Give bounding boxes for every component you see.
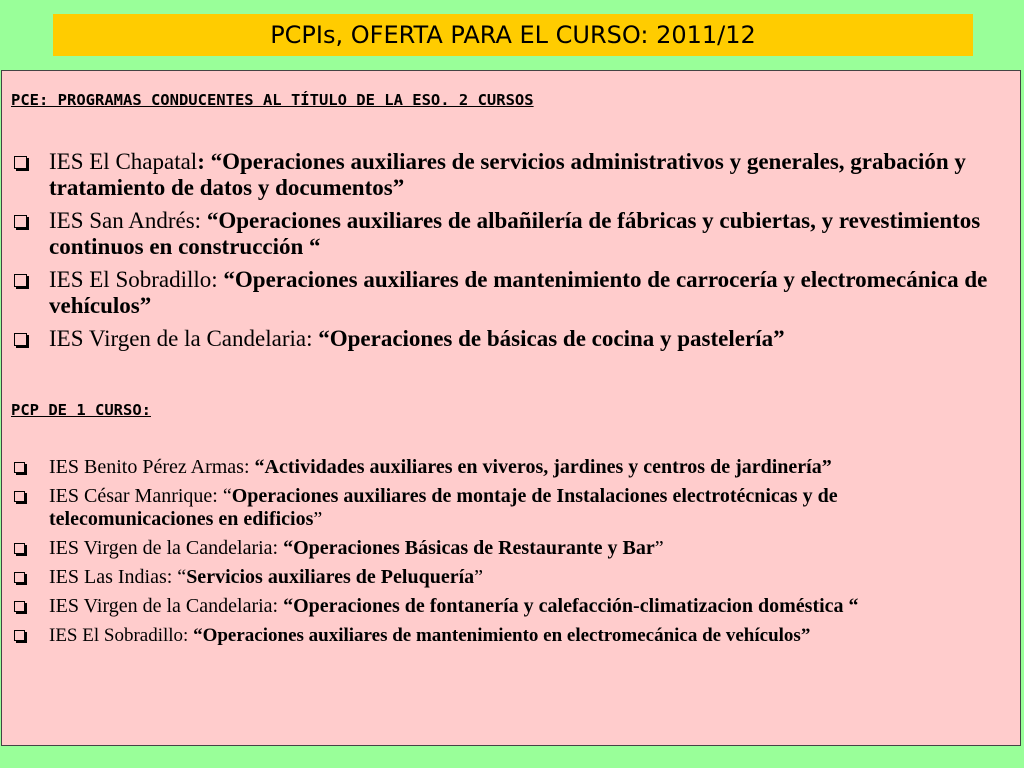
list-item <box>2 595 1020 618</box>
school-name: IES César Manrique: “ <box>49 485 232 507</box>
program-name: “Operaciones de básicas de cocina y pastelería” <box>318 326 785 351</box>
list-item <box>2 326 1020 352</box>
school-name: IES Virgen de la Candelaria: <box>49 326 319 351</box>
square-bullet-icon <box>14 462 25 473</box>
slide-title: PCPIs, OFERTA PARA EL CURSO: 2011/12 <box>270 21 756 49</box>
section-heading-pcp: PCP DE 1 CURSO: <box>11 401 151 419</box>
school-name: IES El Sobradillo: <box>49 625 194 646</box>
list-item <box>2 208 1020 260</box>
square-bullet-icon <box>14 215 27 228</box>
content-panel <box>1 70 1021 746</box>
list-item <box>2 624 1020 647</box>
section-heading-pce: PCE: PROGRAMAS CONDUCENTES AL TÍTULO DE LA ESO. 2 CURSOS <box>11 91 534 109</box>
closing-quote: ” <box>313 508 323 530</box>
program-name: Servicios auxiliares de Peluquería <box>186 566 475 588</box>
square-bullet-icon <box>14 601 25 612</box>
square-bullet-icon <box>14 274 27 287</box>
program-name: “Operaciones auxiliares de servicios administrativos y generales, grabación y tratamiento de datos y documentos” <box>49 149 966 200</box>
school-name: IES Las Indias: “ <box>49 566 187 588</box>
slide-title-bar <box>53 14 973 56</box>
program-name: “Operaciones auxiliares de albañilería de fábricas y cubiertas, y revestimientos continuos en construcción “ <box>49 208 981 259</box>
square-bullet-icon <box>14 156 27 169</box>
square-bullet-icon <box>14 630 25 641</box>
school-name: IES Benito Pérez Armas: <box>49 456 255 478</box>
list-item <box>2 149 1020 201</box>
program-name: “Actividades auxiliares en viveros, jardines y centros de jardinería” <box>254 456 832 478</box>
list-item <box>2 566 1020 589</box>
list-item <box>2 456 1020 479</box>
pce-program-list <box>2 149 1020 359</box>
program-name: Operaciones auxiliares de montaje de Instalaciones electrotécnicas y de telecomunicaciones en edificios <box>49 485 838 530</box>
list-item <box>2 267 1020 319</box>
square-bullet-icon <box>14 491 25 502</box>
school-name: IES Virgen de la Candelaria: <box>49 537 284 559</box>
list-item <box>2 485 1020 531</box>
school-name: IES El Sobradillo: <box>49 267 224 292</box>
list-item <box>2 537 1020 560</box>
closing-quote: ” <box>654 537 664 559</box>
program-name: “Operaciones auxiliares de mantenimiento en electromecánica de vehículos” <box>193 625 811 646</box>
program-name: “Operaciones auxiliares de mantenimiento de carrocería y electromecánica de vehículos” <box>49 267 988 318</box>
square-bullet-icon <box>14 333 27 346</box>
closing-quote: ” <box>474 566 484 588</box>
school-name: IES El Chapatal <box>49 149 198 174</box>
square-bullet-icon <box>14 543 25 554</box>
separator: : <box>197 149 211 174</box>
program-name: “Operaciones de fontanería y calefacción-climatizacion doméstica “ <box>283 595 859 617</box>
program-name: “Operaciones Básicas de Restaurante y Bar <box>283 537 655 559</box>
square-bullet-icon <box>14 572 25 583</box>
school-name: IES San Andrés: <box>49 208 207 233</box>
pcp-program-list <box>2 456 1020 653</box>
school-name: IES Virgen de la Candelaria: <box>49 595 284 617</box>
